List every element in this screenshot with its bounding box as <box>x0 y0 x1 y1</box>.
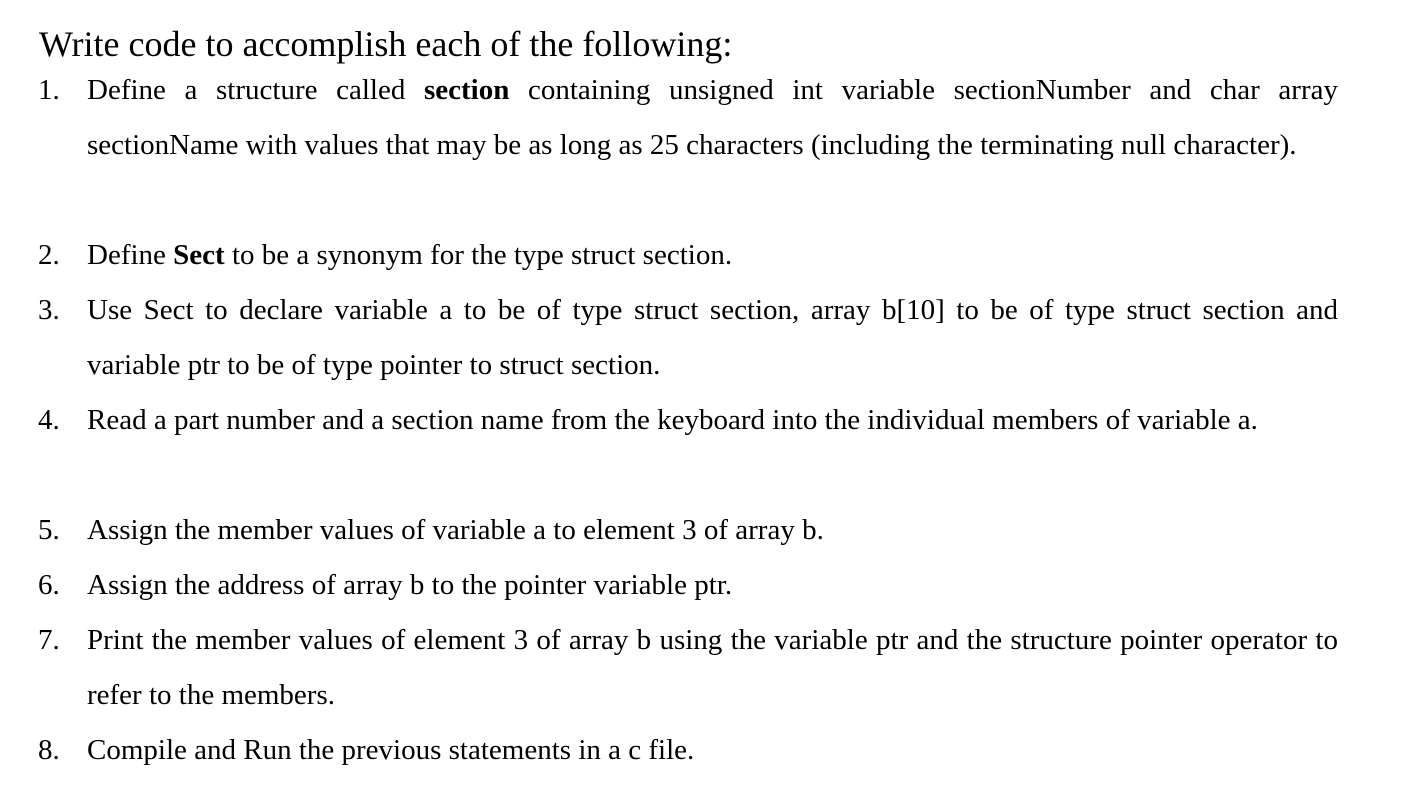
list-item-8 <box>38 723 1338 778</box>
list-item-6 <box>38 558 1338 613</box>
item-number: 3. <box>38 294 60 326</box>
list-item-7 <box>38 613 1338 723</box>
item-text: Assign the member values of variable a to element 3 of array b. <box>87 514 824 546</box>
item-number: 4. <box>38 404 60 436</box>
item-text: Assign the address of array b to the pointer variable ptr. <box>87 569 733 601</box>
item-text: Use Sect to declare variable a to be of type struct section, array b[10] to be of type struct section and variable ptr to be of type pointer to struct section. <box>87 294 1338 381</box>
bold-term-sect: Sect <box>173 239 225 271</box>
item-number: 5. <box>38 514 60 546</box>
item-text: Read a part number and a section name from the keyboard into the individual members of variable a. <box>87 404 1258 436</box>
bold-term-section: section <box>423 74 510 106</box>
item-number: 7. <box>38 624 60 656</box>
item-number: 2. <box>38 239 60 271</box>
item-number: 1. <box>38 74 60 106</box>
item-text: Compile and Run the previous statements in a c file. <box>87 734 695 766</box>
item-number: 6. <box>38 569 60 601</box>
list-item-2 <box>38 228 1338 283</box>
list-item-1 <box>38 63 1338 173</box>
list-item-5 <box>38 503 1338 558</box>
item-text: Print the member values of element 3 of array b using the variable ptr and the structure pointer operator to refer to the members. <box>87 624 1338 711</box>
item-text: Define a structure called section containing unsigned int variable sectionNumber and char array sectionName with values that may be as long as 25 characters (including the terminating null character). <box>87 74 1338 161</box>
list-item-4 <box>38 393 1338 448</box>
list-item-3 <box>38 283 1338 393</box>
item-text: Define Sect to be a synonym for the type struct section. <box>87 239 733 271</box>
item-number: 8. <box>38 734 60 766</box>
exercise-heading: Write code to accomplish each of the following: <box>39 24 733 64</box>
